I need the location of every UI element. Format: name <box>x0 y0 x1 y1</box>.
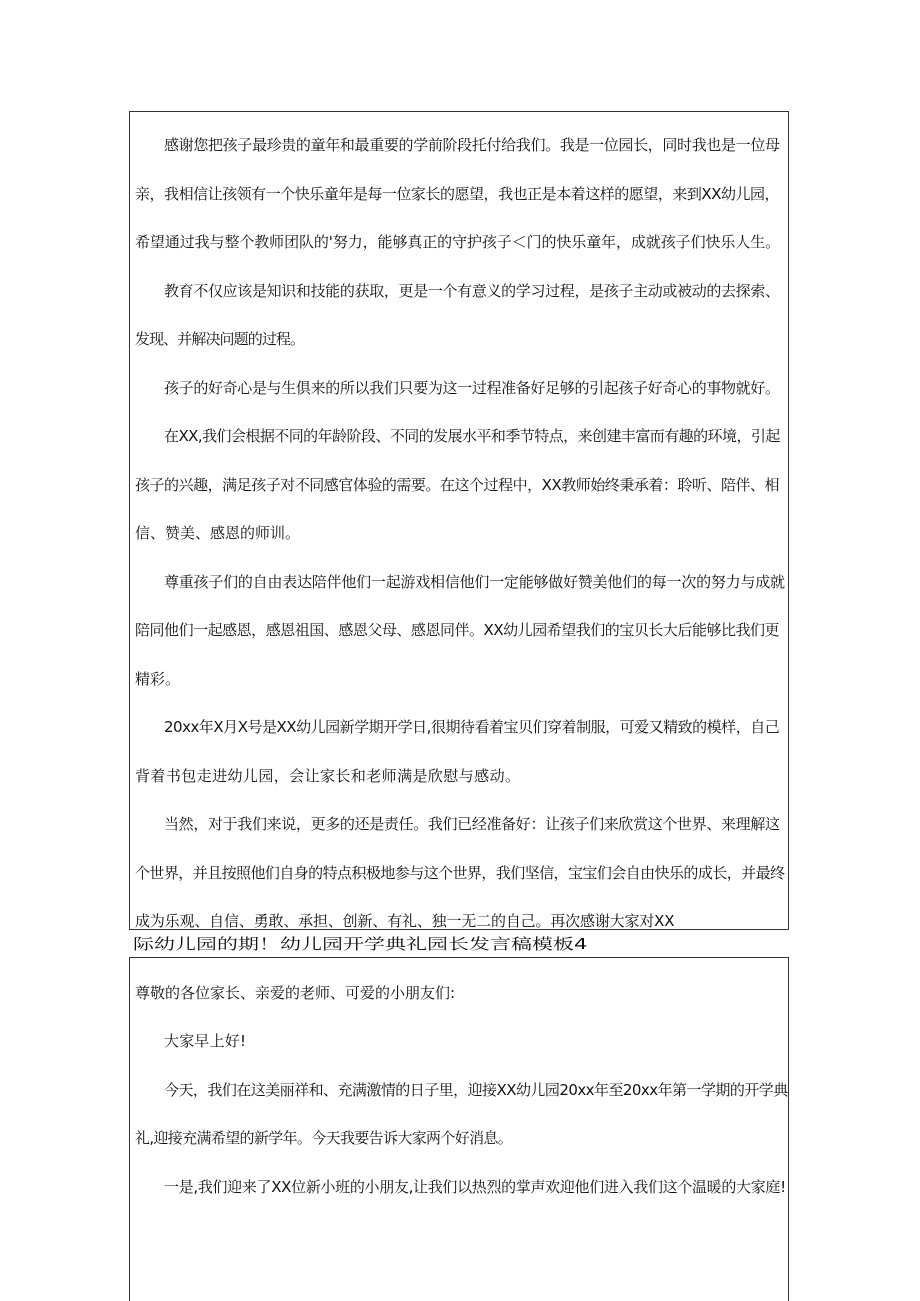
paragraph-line: 孩子的好奇心是与生俱来的所以我们只要为这一过程准备好足够的引起孩子好奇心的事物就好。 <box>164 379 780 397</box>
paragraph-line: 亲，我相信让孩领有一个快乐童年是每一位家长的愿望，我也正是本着这样的愿望，来到XX幼儿园， <box>135 185 780 203</box>
paragraph-line: 背着书包走进幼儿园，会让家长和老师满是欣慰与感动。 <box>135 767 521 785</box>
paragraph-line: 个世界，并且按照他们自身的特点积极地参与这个世界，我们坚信，宝宝们会自由快乐的成长，并最终 <box>135 864 785 882</box>
paragraph-line: 陪同他们一起感恩，感恩祖国、感恩父母、感恩同伴。XX幼儿园希望我们的宝贝长大后能够比我们更 <box>135 621 780 639</box>
paragraph-line: 一是,我们迎来了XX位新小班的小朋友,让我们以热烈的掌声欢迎他们进入我们这个温暖的大家庭! <box>164 1178 786 1196</box>
paragraph-line: 尊重孩子们的自由表达陪伴他们一起游戏相信他们一定能够做好赞美他们的每一次的努力与成就 <box>164 573 785 591</box>
paragraph-line: 信、赞美、感恩的师训。 <box>135 524 301 542</box>
section-heading: 际幼儿园的期！幼儿园开学典礼园长发言稿模板4 <box>133 935 588 953</box>
paragraph-line: 教育不仅应该是知识和技能的获取，更是一个有意义的学习过程，是孩子主动或被动的去探索、 <box>164 282 780 300</box>
paragraph-line: 精彩。 <box>135 670 181 688</box>
paragraph-line: 尊敬的各位家长、亲爱的老师、可爱的小朋友们: <box>135 984 456 1002</box>
paragraph-line: 在XX,我们会根据不同的年龄阶段、不同的发展水平和季节特点，来创建丰富而有趣的环境，引起 <box>164 427 780 445</box>
paragraph-line: 当然，对于我们来说，更多的还是责任。我们已经准备好：让孩子们来欣赏这个世界、来理解这 <box>164 815 780 833</box>
paragraph-line: 孩子的兴趣，满足孩子对不同感官体验的需要。在这个过程中，XX教师始终秉承着：聆听、陪伴、相 <box>135 476 780 494</box>
paragraph-line: 感谢您把孩子最珍贵的童年和最重要的学前阶段托付给我们。我是一位园长，同时我也是一位母 <box>164 136 780 154</box>
paragraph-line: 礼,迎接充满希望的新学年。今天我要告诉大家两个好消息。 <box>135 1129 513 1147</box>
paragraph-line: 今天，我们在这美丽祥和、充满激情的日子里，迎接XX幼儿园20xx年至20xx年第一学期的开学典 <box>164 1081 788 1099</box>
paragraph-line: 20xx年X月X号是XX幼儿园新学期开学日,很期待看着宝贝们穿着制服，可爱又精致的模样，自己 <box>164 718 780 736</box>
paragraph-line: 成为乐观、自信、勇敢、承担、创新、有礼、独一无二的自己。再次感谢大家对XX <box>135 912 675 930</box>
paragraph-line: 发现、并解决问题的过程。 <box>135 330 305 348</box>
paragraph-line: 大家早上好! <box>164 1032 247 1050</box>
paragraph-line: 希望通过我与整个教师团队的'努力，能够真正的守护孩子＜门的快乐童年，成就孩子们快乐人生。 <box>135 233 781 251</box>
